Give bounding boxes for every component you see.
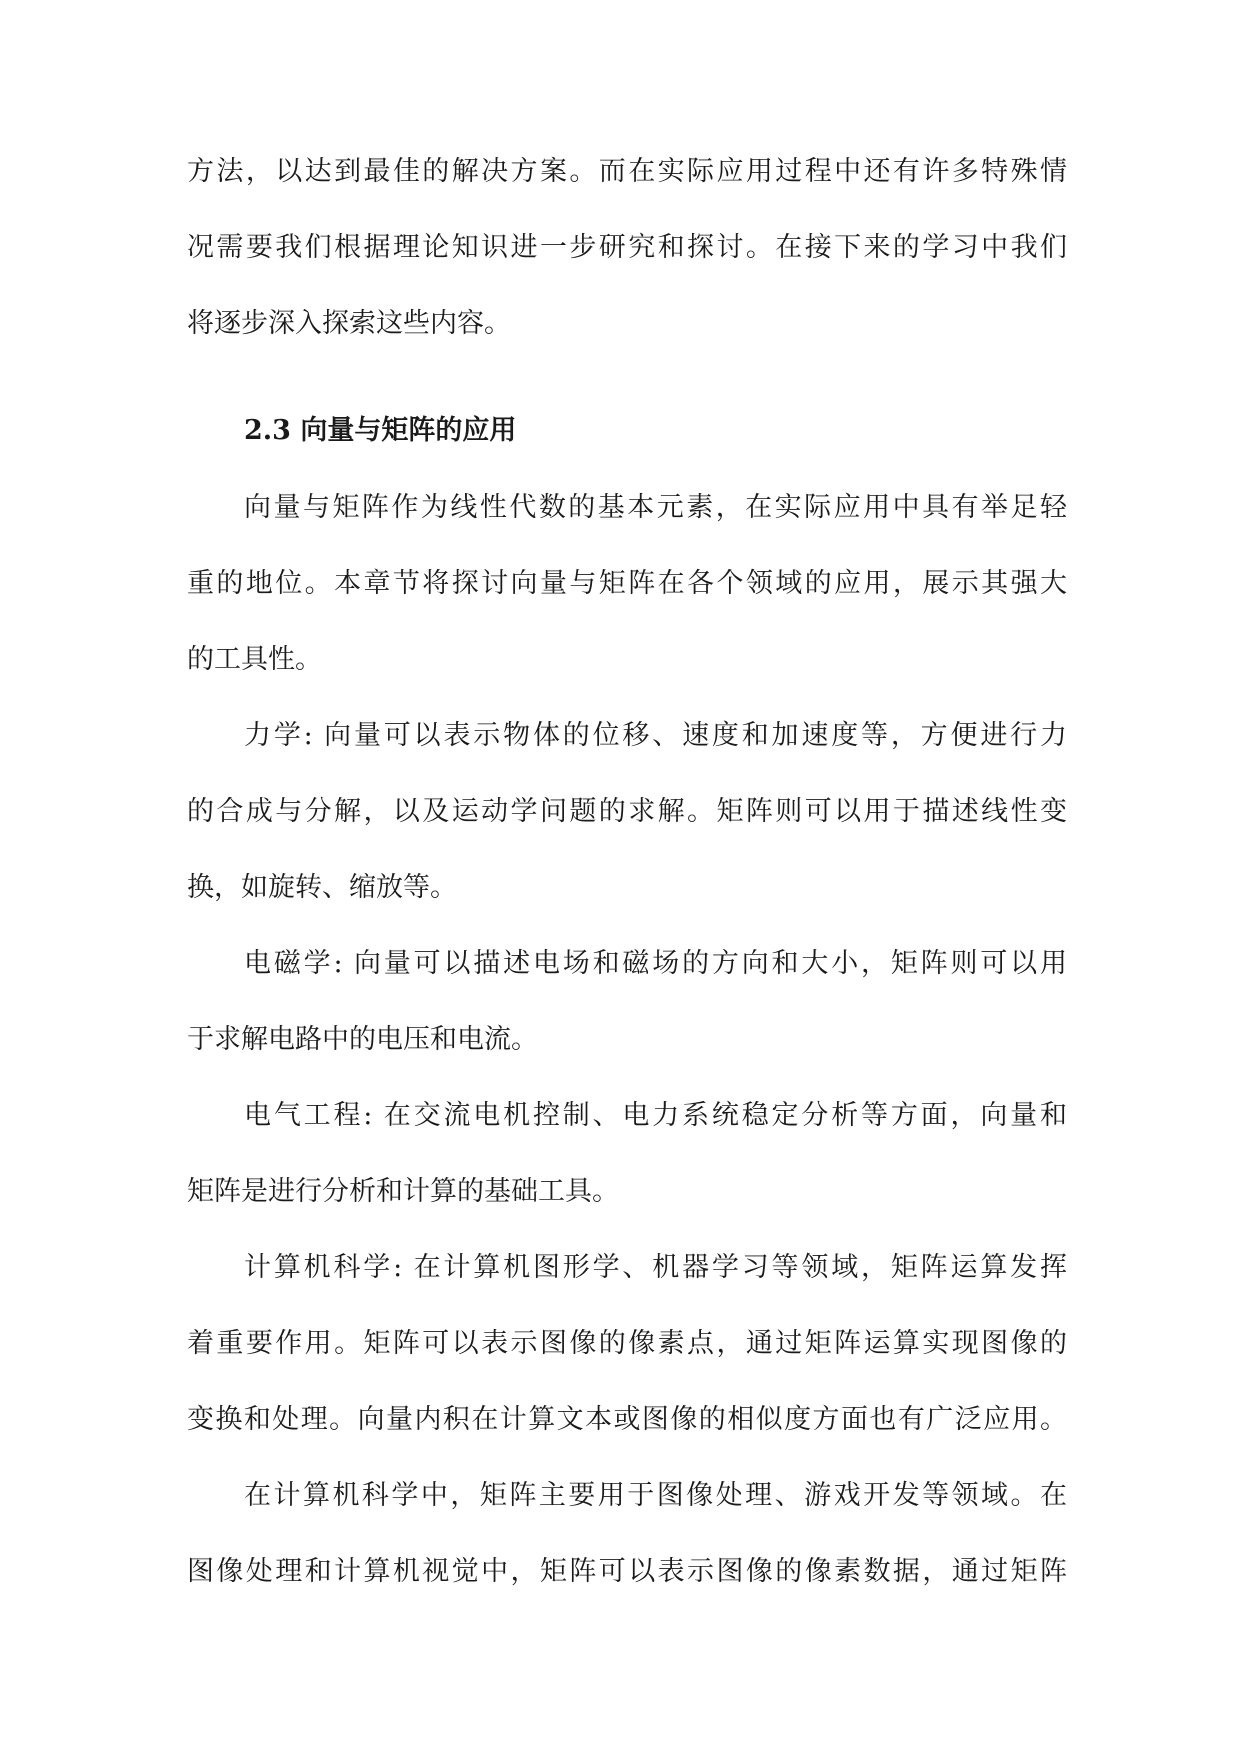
paragraph-electromagnetism-line-2: 于求解电路中的电压和电流。 (187, 1024, 538, 1055)
paragraph-electrical-line-1: 电气工程: 在交流电机控制、电力系统稳定分析等方面，向量和 (244, 1100, 1067, 1131)
paragraph-cs-line-3: 变换和处理。向量内积在计算文本或图像的相似度方面也有广泛应用。 (187, 1404, 1067, 1435)
paragraph-mechanics-line-3: 换，如旋转、缩放等。 (187, 872, 457, 903)
paragraph-electrical-line-2: 矩阵是进行分析和计算的基础工具。 (187, 1176, 619, 1207)
paragraph-mechanics-line-1: 力学: 向量可以表示物体的位移、速度和加速度等，方便进行力 (244, 720, 1067, 751)
intro-line-2: 况需要我们根据理论知识进一步研究和探讨。在接下来的学习中我们 (187, 232, 1067, 263)
paragraph-cs-line-1: 计算机科学: 在计算机图形学、机器学习等领域，矩阵运算发挥 (244, 1252, 1067, 1283)
paragraph-1-line-1: 向量与矩阵作为线性代数的基本元素，在实际应用中具有举足轻 (244, 492, 1067, 523)
paragraph-cs-matrix-line-2: 图像处理和计算机视觉中，矩阵可以表示图像的像素数据，通过矩阵 (187, 1556, 1067, 1587)
paragraph-cs-matrix-line-1: 在计算机科学中，矩阵主要用于图像处理、游戏开发等领域。在 (244, 1480, 1067, 1511)
paragraph-electromagnetism-line-1: 电磁学: 向量可以描述电场和磁场的方向和大小，矩阵则可以用 (244, 948, 1067, 979)
paragraph-mechanics-line-2: 的合成与分解，以及运动学问题的求解。矩阵则可以用于描述线性变 (187, 796, 1067, 827)
intro-line-1: 方法，以达到最佳的解决方案。而在实际应用过程中还有许多特殊情 (187, 156, 1067, 187)
paragraph-cs-line-2: 着重要作用。矩阵可以表示图像的像素点，通过矩阵运算实现图像的 (187, 1328, 1067, 1359)
paragraph-1-line-3: 的工具性。 (187, 644, 322, 675)
paragraph-1-line-2: 重的地位。本章节将探讨向量与矩阵在各个领域的应用，展示其强大 (187, 568, 1067, 599)
intro-line-3: 将逐步深入探索这些内容。 (187, 308, 511, 339)
section-heading: 2.3 向量与矩阵的应用 (244, 415, 517, 446)
